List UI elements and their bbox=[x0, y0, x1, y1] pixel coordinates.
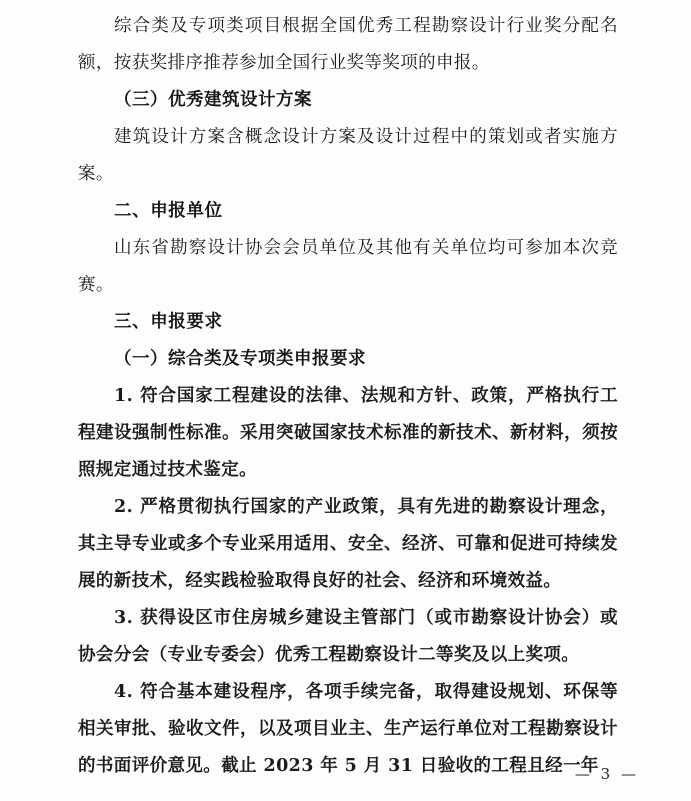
heading-application-requirements: 三、申报要求 bbox=[114, 312, 223, 332]
subheading-comprehensive-special-requirements: （一）综合类及专项类申报要求 bbox=[114, 349, 366, 369]
paragraph-item-1: 1. 符合国家工程建设的法律、法规和方针、政策，严格执行工程建设强制性标准。采用突破国家技术标准的新技术、新材料，须按照规定通过技术鉴定。 bbox=[78, 386, 618, 480]
paragraph-applicant-units-detail: 山东省勘察设计协会会员单位及其他有关单位均可参加本次竞赛。 bbox=[78, 238, 618, 295]
subheading-excellent-architectural-design: （三）优秀建筑设计方案 bbox=[114, 90, 312, 110]
document-body bbox=[78, 8, 618, 785]
paragraph-item-2: 2. 严格贯彻执行国家的产业政策，具有先进的勘察设计理念，其主导专业或多个专业采用适用、安全、经济、可靠和促进可持续发展的新技术，经实践检验取得良好的社会、经济和环境效益。 bbox=[78, 497, 618, 591]
paragraph-item-3: 3. 获得设区市住房城乡建设主管部门（或市勘察设计协会）或协会分会（专业专委会）优秀工程勘察设计二等奖及以上奖项。 bbox=[78, 608, 618, 665]
paragraph-comprehensive-quota: 综合类及专项类项目根据全国优秀工程勘察设计行业奖分配名额，按获奖排序推荐参加全国行业奖等奖项的申报。 bbox=[78, 16, 618, 73]
heading-applicant-units: 二、申报单位 bbox=[114, 201, 223, 221]
paragraph-item-4: 4. 符合基本建设程序，各项手续完备，取得建设规划、环保等相关审批、验收文件，以及项目业主、生产运行单位对工程勘察设计的书面评价意见。截止 2023 年 5 月 31 日验收的工程且经一年 bbox=[78, 682, 618, 776]
page-number-footer: — 3 — bbox=[574, 765, 639, 783]
paragraph-architectural-scheme-scope: 建筑设计方案含概念设计方案及设计过程中的策划或者实施方案。 bbox=[78, 127, 618, 184]
